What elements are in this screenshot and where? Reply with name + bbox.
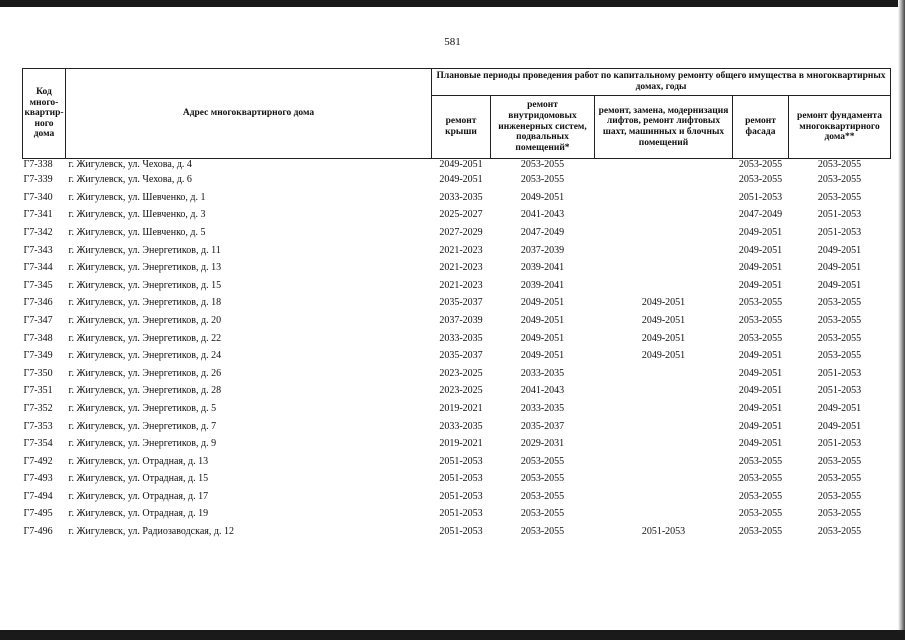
- row-facade: 2053-2055: [738, 174, 783, 186]
- table-row: [23, 488, 891, 506]
- row-elevators: [595, 206, 733, 224]
- row-foundation: 2053-2055: [817, 174, 862, 186]
- row-foundation: 2051-2053: [817, 226, 862, 238]
- page-right-edge: [898, 0, 905, 640]
- row-systems: 2053-2055: [520, 174, 565, 186]
- table-row: [23, 347, 891, 365]
- row-address: г. Жигулевск, ул. Энергетиков, д. 5: [68, 402, 217, 414]
- row-code: Г7-494: [23, 490, 53, 502]
- table-row: [23, 312, 891, 330]
- row-roof: 2021-2023: [439, 279, 483, 291]
- header-foundation: ремонт фундамента многоквартирного дома**: [789, 96, 891, 159]
- row-address: г. Жигулевск, ул. Чехова, д. 4: [68, 159, 192, 170]
- row-foundation: 2053-2055: [817, 455, 862, 467]
- page-bottom-border: [0, 630, 905, 640]
- row-address: г. Жигулевск, ул. Энергетиков, д. 20: [68, 314, 222, 326]
- row-roof: 2051-2053: [439, 526, 483, 538]
- row-roof: 2051-2053: [439, 508, 483, 520]
- row-facade: 2053-2055: [738, 490, 783, 502]
- row-facade: 2049-2051: [738, 350, 783, 362]
- row-facade: 2053-2055: [738, 526, 783, 538]
- row-roof: 2051-2053: [439, 455, 483, 467]
- row-systems: 2029-2031: [520, 438, 565, 450]
- row-code: Г7-493: [23, 473, 53, 485]
- row-foundation: 2049-2051: [817, 244, 862, 256]
- table-row: [23, 171, 891, 189]
- row-systems: 2053-2055: [520, 508, 565, 520]
- row-code: Г7-351: [23, 385, 53, 397]
- row-elevators: [595, 488, 733, 506]
- row-facade: 2053-2055: [738, 455, 783, 467]
- row-facade: 2049-2051: [738, 402, 783, 414]
- row-systems: 2053-2055: [520, 473, 565, 485]
- page-top-border: [0, 0, 905, 7]
- header-group-title: Плановые периоды проведения работ по капитальному ремонту общего имущества в многоквартирных домах, годы: [432, 69, 891, 96]
- header-address: Адрес многоквартирного дома: [66, 69, 432, 159]
- row-elevators: [595, 159, 733, 172]
- row-code: Г7-343: [23, 244, 53, 256]
- table-row: [23, 206, 891, 224]
- row-address: г. Жигулевск, ул. Энергетиков, д. 9: [68, 438, 217, 450]
- row-address: г. Жигулевск, ул. Энергетиков, д. 13: [68, 262, 222, 274]
- table-row: [23, 277, 891, 295]
- row-elevators: 2049-2051: [641, 350, 686, 362]
- header-code: Код много-квартир-ного дома: [23, 69, 66, 159]
- row-elevators: [595, 417, 733, 435]
- row-facade: 2049-2051: [738, 226, 783, 238]
- table-row: [23, 365, 891, 383]
- row-foundation: 2051-2053: [817, 385, 862, 397]
- row-foundation: 2053-2055: [817, 526, 862, 538]
- table-row: [23, 224, 891, 242]
- row-roof: 2023-2025: [439, 367, 483, 379]
- table-row: [23, 505, 891, 523]
- row-systems: 2033-2035: [520, 367, 565, 379]
- row-facade: 2049-2051: [738, 420, 783, 432]
- row-address: г. Жигулевск, ул. Энергетиков, д. 11: [68, 244, 221, 256]
- row-address: г. Жигулевск, ул. Радиозаводская, д. 12: [68, 526, 234, 538]
- row-roof: 2033-2035: [439, 332, 483, 344]
- row-elevators: 2049-2051: [641, 332, 686, 344]
- row-roof: 2033-2035: [439, 420, 483, 432]
- row-systems: 2049-2051: [520, 191, 565, 203]
- row-facade: 2049-2051: [738, 262, 783, 274]
- row-roof: 2035-2037: [439, 297, 483, 309]
- row-address: г. Жигулевск, ул. Энергетиков, д. 22: [68, 332, 222, 344]
- row-foundation: 2049-2051: [817, 402, 862, 414]
- row-code: Г7-341: [23, 209, 53, 221]
- row-elevators: 2051-2053: [641, 526, 686, 538]
- row-code: Г7-338: [23, 159, 53, 170]
- row-systems: 2049-2051: [520, 350, 565, 362]
- row-code: Г7-354: [23, 438, 53, 450]
- row-systems: 2035-2037: [520, 420, 565, 432]
- row-roof: 2035-2037: [439, 350, 483, 362]
- row-facade: 2053-2055: [738, 159, 783, 170]
- row-systems: 2049-2051: [520, 332, 565, 344]
- header-elevators: ремонт, замена, модернизация лифтов, ремонт лифтовых шахт, машинных и блочных помещений: [595, 96, 733, 159]
- row-systems: 2037-2039: [520, 244, 565, 256]
- row-code: Г7-342: [23, 226, 53, 238]
- row-code: Г7-344: [23, 262, 53, 274]
- row-foundation: 2051-2053: [817, 367, 862, 379]
- row-foundation: 2053-2055: [817, 332, 862, 344]
- row-roof: 2049-2051: [439, 159, 483, 170]
- row-systems: 2041-2043: [520, 385, 565, 397]
- row-roof: 2049-2051: [439, 174, 483, 186]
- row-foundation: 2053-2055: [817, 159, 862, 170]
- row-systems: 2053-2055: [520, 159, 565, 170]
- row-code: Г7-347: [23, 314, 53, 326]
- row-code: Г7-496: [23, 526, 53, 538]
- table-row: [23, 294, 891, 312]
- row-address: г. Жигулевск, ул. Энергетиков, д. 24: [68, 350, 222, 362]
- row-foundation: 2051-2053: [817, 209, 862, 221]
- row-elevators: [595, 505, 733, 523]
- row-elevators: 2049-2051: [641, 297, 686, 309]
- row-roof: 2021-2023: [439, 244, 483, 256]
- row-code: Г7-349: [23, 350, 53, 362]
- row-roof: 2027-2029: [439, 226, 483, 238]
- table-row: [23, 259, 891, 277]
- row-address: г. Жигулевск, ул. Отрадная, д. 19: [68, 508, 209, 520]
- row-systems: 2033-2035: [520, 402, 565, 414]
- row-code: Г7-345: [23, 279, 53, 291]
- row-systems: 2053-2055: [520, 526, 565, 538]
- row-systems: 2039-2041: [520, 279, 565, 291]
- row-address: г. Жигулевск, ул. Отрадная, д. 17: [68, 490, 209, 502]
- row-code: Г7-353: [23, 420, 53, 432]
- row-elevators: [595, 241, 733, 259]
- row-roof: 2019-2021: [439, 402, 483, 414]
- row-elevators: 2049-2051: [641, 314, 686, 326]
- row-address: г. Жигулевск, ул. Отрадная, д. 13: [68, 455, 209, 467]
- row-address: г. Жигулевск, ул. Шевченко, д. 5: [68, 226, 206, 238]
- row-address: г. Жигулевск, ул. Отрадная, д. 15: [68, 473, 209, 485]
- row-elevators: [595, 453, 733, 471]
- row-code: Г7-348: [23, 332, 53, 344]
- row-foundation: 2053-2055: [817, 473, 862, 485]
- header-systems: ремонт внутридомовых инженерных систем, подвальных помещений*: [491, 96, 595, 159]
- row-facade: 2049-2051: [738, 244, 783, 256]
- row-systems: 2049-2051: [520, 314, 565, 326]
- row-address: г. Жигулевск, ул. Шевченко, д. 3: [68, 209, 206, 221]
- table-row: [23, 417, 891, 435]
- row-facade: 2049-2051: [738, 367, 783, 379]
- row-roof: 2037-2039: [439, 314, 483, 326]
- row-facade: 2053-2055: [738, 297, 783, 309]
- row-address: г. Жигулевск, ул. Шевченко, д. 1: [68, 191, 206, 203]
- row-address: г. Жигулевск, ул. Энергетиков, д. 15: [68, 279, 222, 291]
- table-row: [23, 329, 891, 347]
- row-facade: 2053-2055: [738, 332, 783, 344]
- row-elevators: [595, 400, 733, 418]
- row-roof: 2051-2053: [439, 473, 483, 485]
- row-elevators: [595, 277, 733, 295]
- row-elevators: [595, 365, 733, 383]
- row-foundation: 2053-2055: [817, 490, 862, 502]
- table-row: [23, 159, 891, 172]
- row-roof: 2051-2053: [439, 490, 483, 502]
- row-code: Г7-495: [23, 508, 53, 520]
- page-number: 581: [444, 36, 461, 48]
- row-foundation: 2053-2055: [817, 191, 862, 203]
- row-roof: 2025-2027: [439, 209, 483, 221]
- table-row: [23, 241, 891, 259]
- row-facade: 2047-2049: [738, 209, 783, 221]
- row-foundation: 2053-2055: [817, 350, 862, 362]
- row-foundation: 2053-2055: [817, 314, 862, 326]
- row-systems: 2053-2055: [520, 490, 565, 502]
- header-roof: ремонт крыши: [432, 96, 491, 159]
- row-systems: 2053-2055: [520, 455, 565, 467]
- row-elevators: [595, 189, 733, 207]
- row-elevators: [595, 435, 733, 453]
- row-elevators: [595, 470, 733, 488]
- row-foundation: 2053-2055: [817, 508, 862, 520]
- row-facade: 2049-2051: [738, 279, 783, 291]
- row-facade: 2053-2055: [738, 314, 783, 326]
- row-foundation: 2049-2051: [817, 262, 862, 274]
- row-address: г. Жигулевск, ул. Энергетиков, д. 18: [68, 297, 222, 309]
- row-code: Г7-346: [23, 297, 53, 309]
- row-roof: 2033-2035: [439, 191, 483, 203]
- table-row: [23, 382, 891, 400]
- row-facade: 2051-2053: [738, 191, 783, 203]
- row-roof: 2019-2021: [439, 438, 483, 450]
- row-address: г. Жигулевск, ул. Чехова, д. 6: [68, 174, 192, 186]
- table-body: [23, 159, 891, 541]
- row-elevators: [595, 171, 733, 189]
- table-row: [23, 189, 891, 207]
- row-address: г. Жигулевск, ул. Энергетиков, д. 26: [68, 367, 222, 379]
- row-systems: 2041-2043: [520, 209, 565, 221]
- row-facade: 2053-2055: [738, 473, 783, 485]
- table-row: [23, 400, 891, 418]
- table-row: [23, 453, 891, 471]
- row-foundation: 2049-2051: [817, 279, 862, 291]
- capital-repair-table: [22, 68, 891, 540]
- row-code: Г7-339: [23, 174, 53, 186]
- row-roof: 2023-2025: [439, 385, 483, 397]
- row-address: г. Жигулевск, ул. Энергетиков, д. 7: [68, 420, 217, 432]
- row-systems: 2047-2049: [520, 226, 565, 238]
- row-elevators: [595, 224, 733, 242]
- header-facade: ремонт фасада: [733, 96, 789, 159]
- row-roof: 2021-2023: [439, 262, 483, 274]
- row-facade: 2053-2055: [738, 508, 783, 520]
- row-code: Г7-340: [23, 191, 53, 203]
- row-address: г. Жигулевск, ул. Энергетиков, д. 28: [68, 385, 222, 397]
- row-foundation: 2053-2055: [817, 297, 862, 309]
- row-foundation: 2049-2051: [817, 420, 862, 432]
- row-systems: 2049-2051: [520, 297, 565, 309]
- row-systems: 2039-2041: [520, 262, 565, 274]
- row-facade: 2049-2051: [738, 438, 783, 450]
- row-elevators: [595, 259, 733, 277]
- row-elevators: [595, 382, 733, 400]
- row-foundation: 2051-2053: [817, 438, 862, 450]
- table-row: [23, 470, 891, 488]
- row-code: Г7-350: [23, 367, 53, 379]
- table-row: [23, 523, 891, 541]
- row-code: Г7-492: [23, 455, 53, 467]
- table-row: [23, 435, 891, 453]
- row-facade: 2049-2051: [738, 385, 783, 397]
- row-code: Г7-352: [23, 402, 53, 414]
